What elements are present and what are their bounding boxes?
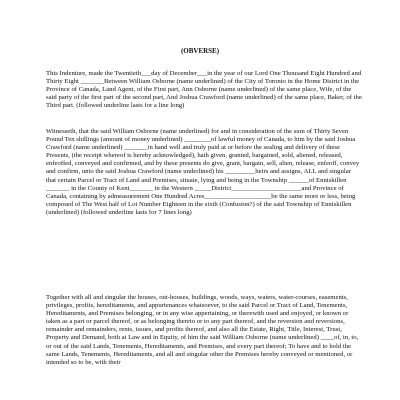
document-title: (OBVERSE) [180,47,220,55]
witnesseth-paragraph: Witnesseth, that the said William Osborne (name underlined) for and in consideration of the sum of Thirty Seven Pound Ten shillings (amount of money underlined) ________of lawful money of Canada, to him by the said Joshua Crawford (name underlined) _______in hand well and truly paid at or before the sealing and delivery of these Presents, (the receipt whereof is hereby acknowledged), hath given, granted, bargained, sold, aliened, released, enfeoffed, conveyed and confirmed, and by these presents do give, grant, bargain, sell, alien, release, enfeoff, convey and confirm, unto the said Joshua Crawford (name underlined) his _________heirs and assigns, ALL and singular that certain Parcel or Tract of Land and Premises, situate, lying and being in the Township ______of Enniskillen _______ in the County of Kent_______ in the Western _____District_____________________and Province of Canada, containing by admeasurement One Hundred Acres____________________be the same more or less, being composed of The West half of Lot Number Eighteen in the sixth (Confusion?) of the said Township of Enniskillen (underlined) (followed underline lasts for 7 lines long) [46,128,360,216]
indenture-paragraph: This Indenture, made the Twentieth___day of December___in the year of our Lord One Thousand Eight Hundred and Thirty Eight _______Between William Osborne (name underlined) of the City of Toronto in the Home District in the Province of Canada, Land Agent, of the First part, Ann Osborne (name underlined) of the same place, Wife, of the said party of the first part of the second part, And Joshua Crawford (name underlined) of the same place, Baker, of the Third part. (followed underline lasts for a line long) [46,70,362,110]
together-paragraph: Together with all and singular the houses, out-houses, buildings, woods, ways, waters, water-courses, easements, privileges, profits, hereditaments, and appurtenances whatsoever, to the said Parcel or Tract of Land, Tenements, Hereditaments, and Premises belonging, or in any wise appertaining, or therewith used and enjoyed, or known or taken as a part or parcel thereof, or as belonging thereto or to any part thereof, and the reversion and reversions, remainder and remainders, rents, issues, and profits thereof, and also all the Estate, Right, Title, Interest, Trust, Property and Demand, both at Law and in Equity, of him the said William Osborne (name underlined) ____of, in, to, or out of the said Lands, Tenements, Hereditaments, and Premises, and every part thereof; To have and to hold the same Lands, Tenements, Hereditaments, and all and singular other the Premises hereby conveyed or mentioned, or intended so to be, with their [46,294,359,366]
